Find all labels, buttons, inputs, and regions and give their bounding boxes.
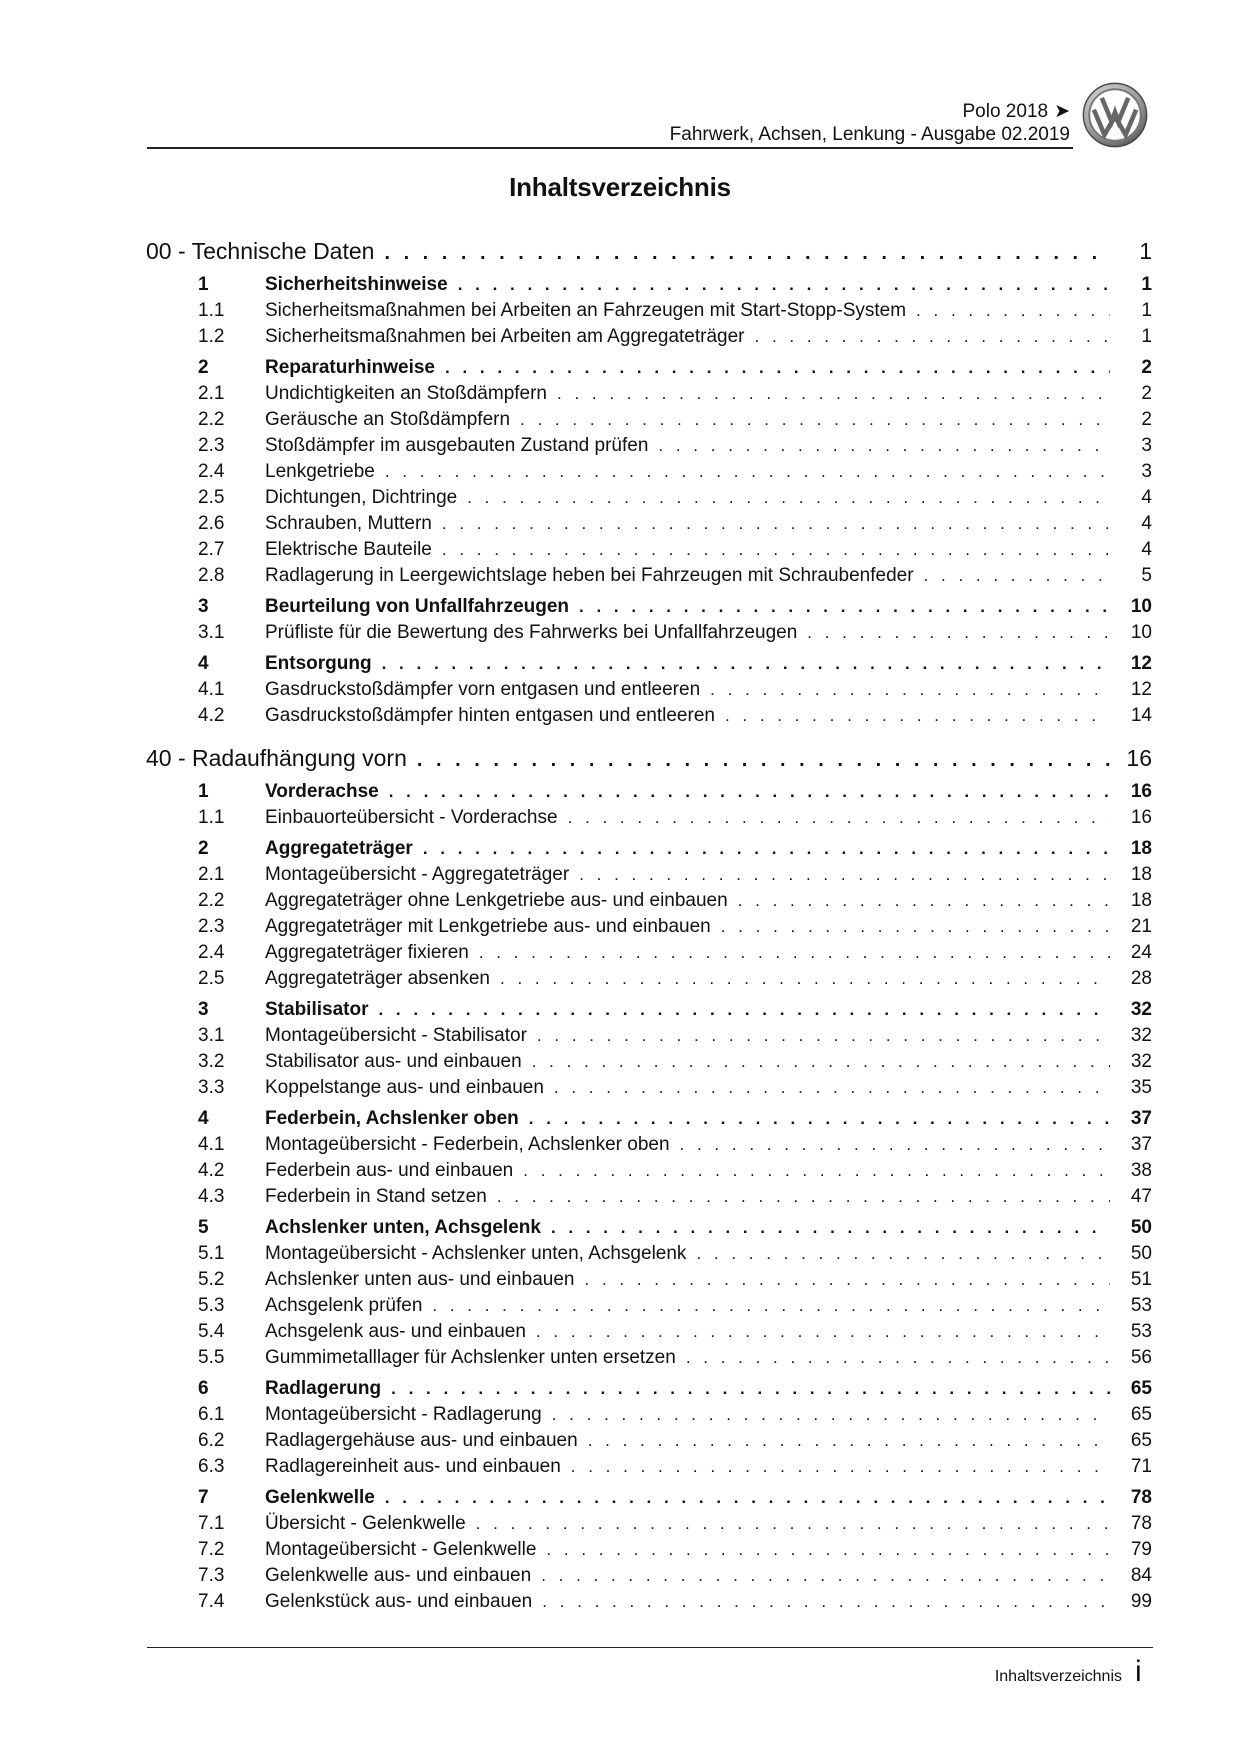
entry-number: 3.1 xyxy=(198,622,225,643)
entry-page-number: 18 xyxy=(1130,890,1152,911)
entry-page-number: 71 xyxy=(1130,1456,1152,1477)
toc-section[interactable] xyxy=(146,999,1152,1025)
dot-leader xyxy=(479,943,1110,963)
entry-page-number: 56 xyxy=(1130,1347,1152,1368)
entry-title: Reparaturhinweise xyxy=(265,357,435,378)
entry-page-number: 1 xyxy=(1141,274,1152,295)
entry-title: Radlagerung xyxy=(265,1378,382,1399)
toc-subsection[interactable] xyxy=(146,1456,1152,1482)
toc-subsection[interactable] xyxy=(146,1404,1152,1430)
toc-subsection[interactable] xyxy=(146,513,1152,539)
entry-title: Dichtungen, Dichtringe xyxy=(265,487,458,508)
toc-section[interactable] xyxy=(146,357,1152,383)
entry-number: 6 xyxy=(198,1378,209,1399)
toc-chapter[interactable] xyxy=(146,238,1152,274)
table-of-contents xyxy=(146,238,1152,1617)
entry-page-number: 1 xyxy=(1141,300,1152,321)
entry-number: 2.1 xyxy=(198,383,225,404)
toc-subsection[interactable] xyxy=(146,1591,1152,1617)
entry-page-number: 21 xyxy=(1130,916,1152,937)
entry-page-number: 65 xyxy=(1130,1430,1152,1451)
toc-subsection[interactable] xyxy=(146,622,1152,648)
dot-leader xyxy=(500,969,1110,989)
dot-leader xyxy=(725,706,1110,726)
entry-page-number: 4 xyxy=(1141,487,1152,508)
entry-page-number: 16 xyxy=(1130,781,1152,802)
toc-subsection[interactable] xyxy=(146,461,1152,487)
entry-title: Gelenkstück aus- und einbauen xyxy=(265,1591,533,1612)
entry-title: Gelenkwelle xyxy=(265,1487,375,1508)
dot-leader xyxy=(755,327,1111,347)
entry-title: Montageübersicht - Achslenker unten, Achsgelenk xyxy=(265,1243,687,1264)
dot-leader xyxy=(382,654,1110,674)
dot-leader xyxy=(389,782,1110,802)
toc-subsection[interactable] xyxy=(146,326,1152,352)
entry-title: Aggregateträger xyxy=(265,838,413,859)
toc-subsection[interactable] xyxy=(146,1513,1152,1539)
entry-number: 3 xyxy=(198,999,209,1020)
header-subtitle: Fahrwerk, Achsen, Lenkung - Ausgabe 02.2019 xyxy=(669,124,1070,145)
dot-leader xyxy=(546,1540,1110,1560)
dot-leader xyxy=(579,597,1110,617)
entry-page-number: 16 xyxy=(1130,807,1152,828)
arrow-right-icon: ➤ xyxy=(1054,101,1070,122)
dot-leader xyxy=(588,1431,1110,1451)
toc-section[interactable] xyxy=(146,1487,1152,1513)
entry-title: Sicherheitshinweise xyxy=(265,274,448,295)
entry-page-number: 28 xyxy=(1130,968,1152,989)
toc-subsection[interactable] xyxy=(146,942,1152,968)
entry-title: Federbein in Stand setzen xyxy=(265,1186,487,1207)
header-model xyxy=(963,100,1071,123)
entry-number: 3.2 xyxy=(198,1051,225,1072)
entry-number: 4 xyxy=(198,653,209,674)
toc-section[interactable] xyxy=(146,1378,1152,1404)
entry-page-number: 1 xyxy=(1141,326,1152,347)
entry-page-number: 78 xyxy=(1130,1487,1152,1508)
entry-title: Federbein, Achslenker oben xyxy=(265,1108,519,1129)
entry-number: 2 xyxy=(198,838,209,859)
entry-number: 2.3 xyxy=(198,435,225,456)
toc-subsection[interactable] xyxy=(146,1051,1152,1077)
toc-section[interactable] xyxy=(146,781,1152,807)
dot-leader xyxy=(658,436,1110,456)
entry-number: 3 xyxy=(198,596,209,617)
entry-title: Montageübersicht - Gelenkwelle xyxy=(265,1539,537,1560)
entry-page-number: 32 xyxy=(1130,999,1152,1020)
entry-number: 1 xyxy=(198,274,209,295)
entry-page-number: 2 xyxy=(1141,357,1152,378)
dot-leader xyxy=(523,1161,1110,1181)
entry-page-number: 84 xyxy=(1130,1565,1152,1586)
entry-number: 5.4 xyxy=(198,1321,225,1342)
toc-subsection[interactable] xyxy=(146,1243,1152,1269)
toc-subsection[interactable] xyxy=(146,1321,1152,1347)
entry-page-number: 32 xyxy=(1130,1025,1152,1046)
entry-title: Aggregateträger mit Lenkgetriebe aus- und einbauen xyxy=(265,916,711,937)
dot-leader xyxy=(384,242,1110,265)
toc-section[interactable] xyxy=(146,1217,1152,1243)
dot-leader xyxy=(417,749,1110,772)
entry-page-number: 1 xyxy=(1139,238,1152,264)
entry-number: 2.7 xyxy=(198,539,225,560)
dot-leader xyxy=(442,514,1110,534)
entry-number: 4.1 xyxy=(198,679,225,700)
entry-title: Sicherheitsmaßnahmen bei Arbeiten am Aggregateträger xyxy=(265,326,745,347)
entry-number: 7.2 xyxy=(198,1539,225,1560)
entry-number: 3.1 xyxy=(198,1025,225,1046)
toc-subsection[interactable] xyxy=(146,1025,1152,1051)
entry-number: 1.2 xyxy=(198,326,225,347)
entry-number: 4.3 xyxy=(198,1186,225,1207)
entry-page-number: 10 xyxy=(1130,596,1152,617)
entry-title: Sicherheitsmaßnahmen bei Arbeiten an Fahrzeugen mit Start-Stopp-System xyxy=(265,300,907,321)
entry-title: Radlagerung in Leergewichtslage heben bei Fahrzeugen mit Schraubenfeder xyxy=(265,565,914,586)
entry-page-number: 47 xyxy=(1130,1186,1152,1207)
header-model-text: Polo 2018 xyxy=(962,101,1049,122)
dot-leader xyxy=(520,410,1110,430)
entry-title: Montageübersicht - Aggregateträger xyxy=(265,864,570,885)
dot-leader xyxy=(537,1026,1110,1046)
entry-number: 2.8 xyxy=(198,565,225,586)
entry-title: Gasdruckstoßdämpfer vorn entgasen und entleeren xyxy=(265,679,701,700)
entry-page-number: 12 xyxy=(1130,679,1152,700)
entry-number: 7.4 xyxy=(198,1591,225,1612)
dot-leader xyxy=(385,1488,1110,1508)
dot-leader xyxy=(532,1052,1110,1072)
toc-subsection[interactable] xyxy=(146,968,1152,994)
entry-page-number: 32 xyxy=(1130,1051,1152,1072)
toc-subsection[interactable] xyxy=(146,1347,1152,1373)
dot-leader xyxy=(432,1296,1110,1316)
entry-number: 2 xyxy=(198,357,209,378)
toc-subsection[interactable] xyxy=(146,1565,1152,1591)
entry-number: 4.2 xyxy=(198,1160,225,1181)
entry-title: Entsorgung xyxy=(265,653,372,674)
toc-subsection[interactable] xyxy=(146,300,1152,326)
entry-page-number: 37 xyxy=(1130,1134,1152,1155)
dot-leader xyxy=(710,680,1110,700)
entry-page-number: 3 xyxy=(1141,435,1152,456)
entry-title: Stabilisator xyxy=(265,999,369,1020)
entry-title: Radlagereinheit aus- und einbauen xyxy=(265,1456,561,1477)
entry-page-number: 50 xyxy=(1130,1243,1152,1264)
entry-number: 5.2 xyxy=(198,1269,225,1290)
dot-leader xyxy=(378,1000,1110,1020)
footer-page-number: i xyxy=(1135,1655,1142,1688)
entry-title: Geräusche an Stoßdämpfern xyxy=(265,409,511,430)
entry-page-number: 51 xyxy=(1130,1269,1152,1290)
toc-section[interactable] xyxy=(146,596,1152,622)
footer-divider xyxy=(147,1647,1153,1648)
entry-title: Stabilisator aus- und einbauen xyxy=(265,1051,522,1072)
entry-number: 2.1 xyxy=(198,864,225,885)
entry-title: Achslenker unten, Achsgelenk xyxy=(265,1217,541,1238)
dot-leader xyxy=(391,1379,1110,1399)
entry-number: 2.5 xyxy=(198,968,225,989)
entry-title: Lenkgetriebe xyxy=(265,461,375,482)
entry-number: 5.1 xyxy=(198,1243,225,1264)
entry-number: 7.3 xyxy=(198,1565,225,1586)
entry-title: Prüfliste für die Bewertung des Fahrwerks bei Unfallfahrzeugen xyxy=(265,622,798,643)
entry-title: 00 - Technische Daten xyxy=(146,238,375,264)
entry-page-number: 65 xyxy=(1130,1378,1152,1399)
entry-number: 5 xyxy=(198,1217,209,1238)
entry-number: 2.4 xyxy=(198,461,225,482)
entry-page-number: 5 xyxy=(1141,565,1152,586)
entry-number: 1.1 xyxy=(198,300,225,321)
toc-subsection[interactable] xyxy=(146,409,1152,435)
entry-number: 2.2 xyxy=(198,409,225,430)
toc-subsection[interactable] xyxy=(146,1186,1152,1212)
dot-leader xyxy=(385,462,1110,482)
dot-leader xyxy=(554,1078,1110,1098)
entry-number: 4.2 xyxy=(198,705,225,726)
entry-title: Aggregateträger fixieren xyxy=(265,942,469,963)
entry-number: 2.5 xyxy=(198,487,225,508)
dot-leader xyxy=(579,865,1110,885)
entry-number: 4 xyxy=(198,1108,209,1129)
entry-page-number: 4 xyxy=(1141,513,1152,534)
dot-leader xyxy=(458,275,1110,295)
toc-subsection[interactable] xyxy=(146,1134,1152,1160)
dot-leader xyxy=(680,1135,1110,1155)
entry-title: Aggregateträger absenken xyxy=(265,968,490,989)
entry-number: 1 xyxy=(198,781,209,802)
entry-title: Vorderachse xyxy=(265,781,379,802)
entry-page-number: 65 xyxy=(1130,1404,1152,1425)
toc-subsection[interactable] xyxy=(146,864,1152,890)
entry-page-number: 2 xyxy=(1141,383,1152,404)
entry-page-number: 78 xyxy=(1130,1513,1152,1534)
entry-page-number: 50 xyxy=(1130,1217,1152,1238)
dot-leader xyxy=(557,384,1110,404)
entry-title: Aggregateträger ohne Lenkgetriebe aus- und einbauen xyxy=(265,890,728,911)
dot-leader xyxy=(467,488,1110,508)
entry-page-number: 18 xyxy=(1130,838,1152,859)
toc-subsection[interactable] xyxy=(146,1269,1152,1295)
entry-title: Achsgelenk aus- und einbauen xyxy=(265,1321,526,1342)
entry-title: Beurteilung von Unfallfahrzeugen xyxy=(265,596,570,617)
toc-section[interactable] xyxy=(146,653,1152,679)
entry-number: 3.3 xyxy=(198,1077,225,1098)
toc-section[interactable] xyxy=(146,1108,1152,1134)
dot-leader xyxy=(916,301,1110,321)
entry-number: 5.3 xyxy=(198,1295,225,1316)
entry-page-number: 24 xyxy=(1130,942,1152,963)
entry-title: Montageübersicht - Radlagerung xyxy=(265,1404,542,1425)
entry-title: Undichtigkeiten an Stoßdämpfern xyxy=(265,383,547,404)
toc-subsection[interactable] xyxy=(146,487,1152,513)
entry-page-number: 79 xyxy=(1130,1539,1152,1560)
entry-page-number: 18 xyxy=(1130,864,1152,885)
entry-title: 40 - Radaufhängung vorn xyxy=(146,745,407,771)
toc-subsection[interactable] xyxy=(146,539,1152,565)
entry-title: Koppelstange aus- und einbauen xyxy=(265,1077,544,1098)
toc-subsection[interactable] xyxy=(146,807,1152,833)
footer-label: Inhaltsverzeichnis xyxy=(994,1668,1122,1685)
entry-page-number: 4 xyxy=(1141,539,1152,560)
entry-number: 2.6 xyxy=(198,513,225,534)
toc-subsection[interactable] xyxy=(146,383,1152,409)
dot-leader xyxy=(807,623,1110,643)
entry-page-number: 35 xyxy=(1130,1077,1152,1098)
toc-subsection[interactable] xyxy=(146,435,1152,461)
entry-title: Schrauben, Muttern xyxy=(265,513,432,534)
toc-subsection[interactable] xyxy=(146,916,1152,942)
entry-page-number: 53 xyxy=(1130,1321,1152,1342)
entry-title: Radlagergehäuse aus- und einbauen xyxy=(265,1430,578,1451)
entry-number: 6.1 xyxy=(198,1404,225,1425)
entry-number: 1.1 xyxy=(198,807,225,828)
entry-page-number: 99 xyxy=(1130,1591,1152,1612)
entry-page-number: 53 xyxy=(1130,1295,1152,1316)
entry-page-number: 37 xyxy=(1130,1108,1152,1129)
entry-number: 5.5 xyxy=(198,1347,225,1368)
toc-chapter[interactable] xyxy=(146,745,1152,781)
dot-leader xyxy=(529,1109,1110,1129)
entry-title: Übersicht - Gelenkwelle xyxy=(265,1513,466,1534)
toc-subsection[interactable] xyxy=(146,1160,1152,1186)
dot-leader xyxy=(696,1244,1110,1264)
entry-number: 2.2 xyxy=(198,890,225,911)
entry-page-number: 2 xyxy=(1141,409,1152,430)
entry-number: 7 xyxy=(198,1487,209,1508)
entry-page-number: 12 xyxy=(1130,653,1152,674)
dot-leader xyxy=(442,540,1110,560)
dot-leader xyxy=(536,1322,1110,1342)
toc-subsection[interactable] xyxy=(146,1539,1152,1565)
entry-title: Montageübersicht - Stabilisator xyxy=(265,1025,527,1046)
toc-subsection[interactable] xyxy=(146,705,1152,731)
dot-leader xyxy=(423,839,1110,859)
entry-page-number: 16 xyxy=(1126,745,1152,771)
entry-number: 6.2 xyxy=(198,1430,225,1451)
toc-subsection[interactable] xyxy=(146,890,1152,916)
dot-leader xyxy=(686,1348,1110,1368)
dot-leader xyxy=(551,1218,1110,1238)
toc-section[interactable] xyxy=(146,838,1152,864)
dot-leader xyxy=(568,808,1110,828)
entry-number: 2.4 xyxy=(198,942,225,963)
entry-page-number: 3 xyxy=(1141,461,1152,482)
toc-subsection[interactable] xyxy=(146,1077,1152,1103)
entry-page-number: 38 xyxy=(1130,1160,1152,1181)
entry-number: 6.3 xyxy=(198,1456,225,1477)
dot-leader xyxy=(571,1457,1110,1477)
entry-number: 2.3 xyxy=(198,916,225,937)
entry-title: Stoßdämpfer im ausgebauten Zustand prüfen xyxy=(265,435,649,456)
dot-leader xyxy=(585,1270,1110,1290)
dot-leader xyxy=(542,1592,1110,1612)
volkswagen-logo xyxy=(1082,82,1148,148)
entry-title: Einbauorteübersicht - Vorderachse xyxy=(265,807,558,828)
toc-subsection[interactable] xyxy=(146,679,1152,705)
entry-title: Achslenker unten aus- und einbauen xyxy=(265,1269,575,1290)
entry-title: Gasdruckstoßdämpfer hinten entgasen und entleeren xyxy=(265,705,715,726)
toc-section[interactable] xyxy=(146,274,1152,300)
dot-leader xyxy=(476,1514,1110,1534)
entry-title: Gummimetalllager für Achslenker unten ersetzen xyxy=(265,1347,676,1368)
entry-title: Gelenkwelle aus- und einbauen xyxy=(265,1565,532,1586)
page-title: Inhaltsverzeichnis xyxy=(509,172,731,202)
dot-leader xyxy=(497,1187,1110,1207)
entry-number: 7.1 xyxy=(198,1513,225,1534)
toc-subsection[interactable] xyxy=(146,1430,1152,1456)
entry-title: Elektrische Bauteile xyxy=(265,539,432,560)
dot-leader xyxy=(445,358,1110,378)
entry-page-number: 10 xyxy=(1130,622,1152,643)
dot-leader xyxy=(924,566,1110,586)
dot-leader xyxy=(738,891,1110,911)
entry-title: Achsgelenk prüfen xyxy=(265,1295,423,1316)
dot-leader xyxy=(541,1566,1110,1586)
entry-title: Federbein aus- und einbauen xyxy=(265,1160,514,1181)
dot-leader xyxy=(552,1405,1110,1425)
entry-title: Montageübersicht - Federbein, Achslenker oben xyxy=(265,1134,670,1155)
toc-subsection[interactable] xyxy=(146,565,1152,591)
entry-number: 4.1 xyxy=(198,1134,225,1155)
header-divider xyxy=(147,147,1073,149)
dot-leader xyxy=(721,917,1110,937)
entry-page-number: 14 xyxy=(1130,705,1152,726)
toc-subsection[interactable] xyxy=(146,1295,1152,1321)
